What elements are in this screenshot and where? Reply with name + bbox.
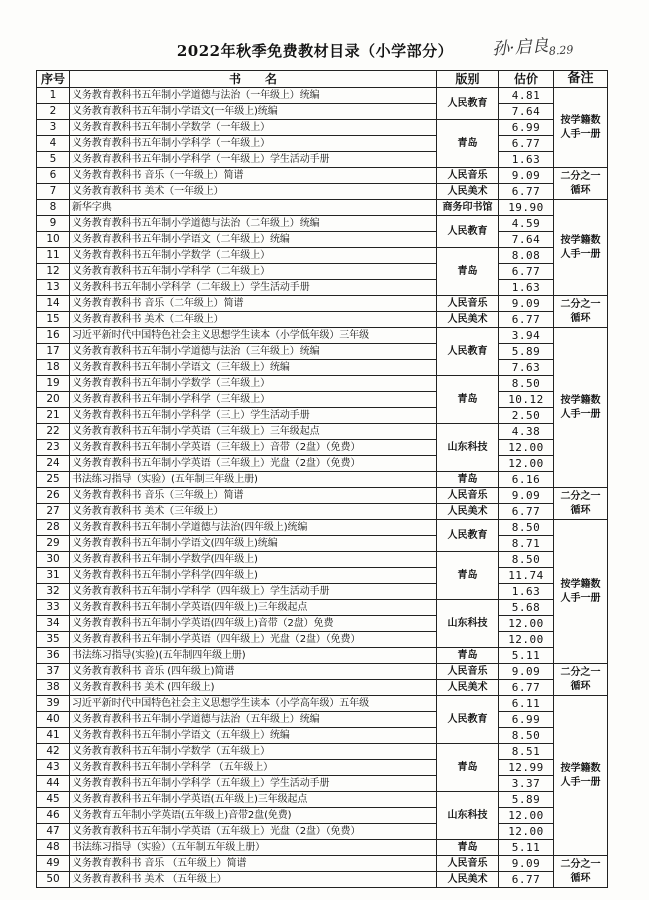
row-book-name: 义务教育教科书 美术 （五年级上） (70, 872, 437, 888)
row-publisher: 人民音乐 (437, 488, 499, 504)
row-price: 6.77 (499, 312, 554, 328)
row-price: 4.81 (499, 88, 554, 104)
row-book-name: 义务教育教科书五年制小学科学（二年级上） (70, 264, 437, 280)
row-publisher: 青岛 (437, 840, 499, 856)
row-book-name: 义务教育教科书五年制小学英语（三年级上）三年级起点 (70, 424, 437, 440)
table-row (37, 88, 608, 104)
row-book-name: 习近平新时代中国特色社会主义思想学生读本（小学低年级）三年级 (70, 328, 437, 344)
table-row (37, 760, 608, 776)
row-book-name: 义务教育教科书五年制小学语文（五年级上）统编 (70, 728, 437, 744)
table-row (37, 536, 608, 552)
row-seq: 42 (37, 744, 70, 760)
table-row (37, 856, 608, 872)
table-row (37, 392, 608, 408)
row-book-name: 义务教育教科书五年制小学科学（三上）学生活动手册 (70, 408, 437, 424)
table-row (37, 344, 608, 360)
table-row (37, 488, 608, 504)
signature-date: 8.29 (548, 43, 574, 58)
table-row (37, 872, 608, 888)
row-publisher: 人民美术 (437, 504, 499, 520)
row-book-name: 义务教育教科书五年制小学英语（五年级上）光盘（2盘）（免费） (70, 824, 437, 840)
table-row (37, 184, 608, 200)
row-book-name: 习近平新时代中国特色社会主义思想学生读本（小学高年级）五年级 (70, 696, 437, 712)
row-seq: 17 (37, 344, 70, 360)
row-seq: 3 (37, 120, 70, 136)
table-row (37, 616, 608, 632)
row-publisher: 青岛 (437, 744, 499, 792)
row-publisher: 人民教育 (437, 216, 499, 248)
row-seq: 50 (37, 872, 70, 888)
row-seq: 5 (37, 152, 70, 168)
table-row (37, 120, 608, 136)
row-note: 二分之一循环 (554, 296, 608, 328)
row-book-name: 义务教育教科书五年制小学科学（一年级上） (70, 136, 437, 152)
row-seq: 38 (37, 680, 70, 696)
table-row (37, 840, 608, 856)
header-note: 备注 (554, 71, 608, 88)
row-price: 19.90 (499, 200, 554, 216)
row-price: 12.00 (499, 616, 554, 632)
table-row (37, 216, 608, 232)
row-price: 4.38 (499, 424, 554, 440)
row-price: 8.71 (499, 536, 554, 552)
row-seq: 45 (37, 792, 70, 808)
row-seq: 40 (37, 712, 70, 728)
row-price: 7.64 (499, 232, 554, 248)
row-publisher: 商务印书馆 (437, 200, 499, 216)
row-publisher: 青岛 (437, 248, 499, 296)
row-book-name: 义务教育教科书五年制小学数学（五年级上） (70, 744, 437, 760)
row-book-name: 义务教育教科书 美术 (四年级上) (70, 680, 437, 696)
row-seq: 8 (37, 200, 70, 216)
row-price: 9.09 (499, 296, 554, 312)
row-price: 1.63 (499, 152, 554, 168)
table-row (37, 504, 608, 520)
row-seq: 10 (37, 232, 70, 248)
row-price: 6.77 (499, 872, 554, 888)
row-book-name: 义务教育教科书五年制小学数学(四年级上) (70, 552, 437, 568)
row-price: 12.00 (499, 440, 554, 456)
table-row (37, 632, 608, 648)
row-price: 12.00 (499, 808, 554, 824)
table-row (37, 280, 608, 296)
row-book-name: 义务教育教科书 美术（二年级上） (70, 312, 437, 328)
row-seq: 13 (37, 280, 70, 296)
row-price: 6.77 (499, 680, 554, 696)
row-book-name: 书法练习指导(实验)(五年制四年级上册) (70, 648, 437, 664)
row-seq: 25 (37, 472, 70, 488)
row-book-name: 义务教育教科书五年制小学科学（三年级上） (70, 392, 437, 408)
row-publisher: 人民音乐 (437, 296, 499, 312)
row-book-name: 义务教育教科书 音乐（二年级上）简谱 (70, 296, 437, 312)
row-book-name: 义务教育教科书 美术（三年级上） (70, 504, 437, 520)
row-book-name: 义务教育教科书五年制小学语文（二年级上）统编 (70, 232, 437, 248)
table-row (37, 440, 608, 456)
row-price: 4.59 (499, 216, 554, 232)
row-publisher: 青岛 (437, 472, 499, 488)
row-book-name: 义务教育教科书 音乐（一年级上）简谱 (70, 168, 437, 184)
header-publisher: 版别 (437, 71, 499, 88)
table-row (37, 152, 608, 168)
table-row (37, 424, 608, 440)
row-seq: 28 (37, 520, 70, 536)
row-publisher: 山东科技 (437, 424, 499, 472)
row-seq: 24 (37, 456, 70, 472)
row-price: 9.09 (499, 168, 554, 184)
table-row (37, 104, 608, 120)
row-note: 二分之一循环 (554, 488, 608, 520)
row-book-name: 义务教育教科书五年制小学数学（二年级上） (70, 248, 437, 264)
row-seq: 26 (37, 488, 70, 504)
row-seq: 37 (37, 664, 70, 680)
table-row (37, 600, 608, 616)
row-book-name: 义务教育教科书五年制小学道德与法治（五年级上）统编 (70, 712, 437, 728)
row-price: 7.63 (499, 360, 554, 376)
row-price: 8.51 (499, 744, 554, 760)
row-seq: 9 (37, 216, 70, 232)
row-book-name: 义务教育五年制小学英语(五年级上)音带2盘(免费) (70, 808, 437, 824)
row-price: 9.09 (499, 856, 554, 872)
row-publisher: 山东科技 (437, 600, 499, 648)
row-book-name: 义务教育教科书五年制小学英语（三年级上）光盘（2盘）（免费） (70, 456, 437, 472)
row-book-name: 义务教育教科书五年制小学科学（五年级上）学生活动手册 (70, 776, 437, 792)
table-row (37, 728, 608, 744)
row-seq: 44 (37, 776, 70, 792)
table-row (37, 824, 608, 840)
table-row (37, 568, 608, 584)
row-publisher: 人民教育 (437, 696, 499, 744)
row-price: 6.99 (499, 712, 554, 728)
row-price: 12.00 (499, 456, 554, 472)
row-seq: 21 (37, 408, 70, 424)
row-price: 8.50 (499, 376, 554, 392)
row-seq: 4 (37, 136, 70, 152)
table-row (37, 360, 608, 376)
row-publisher: 人民美术 (437, 312, 499, 328)
table-row (37, 248, 608, 264)
row-price: 1.63 (499, 584, 554, 600)
row-seq: 30 (37, 552, 70, 568)
row-price: 8.50 (499, 728, 554, 744)
row-seq: 20 (37, 392, 70, 408)
row-seq: 11 (37, 248, 70, 264)
row-publisher: 青岛 (437, 648, 499, 664)
row-seq: 18 (37, 360, 70, 376)
row-publisher: 青岛 (437, 552, 499, 600)
row-price: 8.50 (499, 520, 554, 536)
row-book-name: 义务教育教科书五年制小学科学 （五年级上） (70, 760, 437, 776)
table-row (37, 552, 608, 568)
row-price: 7.64 (499, 104, 554, 120)
row-book-name: 义务教育教科书五年制小学语文（三年级上）统编 (70, 360, 437, 376)
row-price: 2.50 (499, 408, 554, 424)
row-book-name: 义务教育教科书五年制小学道德与法治（一年级上）统编 (70, 88, 437, 104)
textbook-table (36, 70, 608, 888)
handwritten-signature (491, 29, 573, 60)
table-row (37, 744, 608, 760)
row-price: 10.12 (499, 392, 554, 408)
row-seq: 6 (37, 168, 70, 184)
row-book-name: 义务教育教科书 音乐 (四年级上)简谱 (70, 664, 437, 680)
row-publisher: 山东科技 (437, 792, 499, 840)
row-price: 6.11 (499, 696, 554, 712)
row-book-name: 义务教科书五年制小学科学（二年级上）学生活动手册 (70, 280, 437, 296)
row-book-name: 书法练习指导（实验）（五年制五年级上册） (70, 840, 437, 856)
row-seq: 49 (37, 856, 70, 872)
row-seq: 43 (37, 760, 70, 776)
row-book-name: 义务教育教科书五年制小学科学(四年级上) (70, 568, 437, 584)
table-row (37, 200, 608, 216)
row-price: 5.89 (499, 792, 554, 808)
row-note: 按学籍数人手一册 (554, 200, 608, 296)
row-seq: 47 (37, 824, 70, 840)
table-row (37, 232, 608, 248)
row-book-name: 义务教育教科书五年制小学语文(四年级上)统编 (70, 536, 437, 552)
table-row (37, 808, 608, 824)
row-book-name: 新华字典 (70, 200, 437, 216)
row-price: 12.99 (499, 760, 554, 776)
row-seq: 19 (37, 376, 70, 392)
row-seq: 23 (37, 440, 70, 456)
table-row (37, 136, 608, 152)
row-price: 6.77 (499, 504, 554, 520)
signature-name: 孙·启良 (491, 35, 550, 60)
row-note: 按学籍数人手一册 (554, 520, 608, 664)
row-price: 9.09 (499, 664, 554, 680)
table-row (37, 792, 608, 808)
row-note: 二分之一循环 (554, 856, 608, 888)
table-row (37, 696, 608, 712)
row-price: 3.94 (499, 328, 554, 344)
table-row (37, 472, 608, 488)
page-title: 2022年秋季免费教材目录（小学部分） (176, 42, 454, 60)
table-row (37, 296, 608, 312)
row-book-name: 义务教育教科书五年制小学数学（一年级上） (70, 120, 437, 136)
row-book-name: 义务教育教科书五年制小学道德与法治(四年级上)统编 (70, 520, 437, 536)
table-row (37, 584, 608, 600)
row-publisher: 人民美术 (437, 680, 499, 696)
row-seq: 39 (37, 696, 70, 712)
table-row (37, 456, 608, 472)
row-publisher: 人民教育 (437, 328, 499, 376)
row-book-name: 书法练习指导（实验）(五年制三年级上册) (70, 472, 437, 488)
row-seq: 33 (37, 600, 70, 616)
row-seq: 29 (37, 536, 70, 552)
row-price: 5.11 (499, 648, 554, 664)
table-row (37, 648, 608, 664)
table-row (37, 664, 608, 680)
row-note: 按学籍数人手一册 (554, 328, 608, 488)
row-price: 8.50 (499, 552, 554, 568)
row-publisher: 青岛 (437, 120, 499, 168)
row-seq: 22 (37, 424, 70, 440)
table-row (37, 328, 608, 344)
table-row (37, 520, 608, 536)
row-book-name: 义务教育教科书五年制小学语文(一年级上)统编 (70, 104, 437, 120)
row-seq: 41 (37, 728, 70, 744)
row-price: 12.00 (499, 632, 554, 648)
row-price: 1.63 (499, 280, 554, 296)
row-seq: 48 (37, 840, 70, 856)
row-seq: 7 (37, 184, 70, 200)
row-price: 5.89 (499, 344, 554, 360)
row-price: 6.77 (499, 136, 554, 152)
table-row (37, 408, 608, 424)
row-price: 6.16 (499, 472, 554, 488)
row-publisher: 人民音乐 (437, 664, 499, 680)
row-publisher: 人民美术 (437, 872, 499, 888)
row-note: 二分之一循环 (554, 168, 608, 200)
row-book-name: 义务教育教科书五年制小学英语（四年级上）光盘（2盘）（免费） (70, 632, 437, 648)
row-book-name: 义务教育教科书五年制小学道德与法治（二年级上）统编 (70, 216, 437, 232)
row-seq: 16 (37, 328, 70, 344)
row-book-name: 义务教育教科书五年制小学数学（三年级上） (70, 376, 437, 392)
row-price: 9.09 (499, 488, 554, 504)
row-book-name: 义务教育教科书 美术（一年级上） (70, 184, 437, 200)
table-row (37, 712, 608, 728)
row-book-name: 义务教育教科书五年制小学科学（四年级上）学生活动手册 (70, 584, 437, 600)
row-publisher: 青岛 (437, 376, 499, 424)
row-book-name: 义务教育教科书五年制小学英语（三年级上）音带（2盘）（免费） (70, 440, 437, 456)
row-publisher: 人民教育 (437, 520, 499, 552)
row-book-name: 义务教育教科书五年制小学科学（一年级上）学生活动手册 (70, 152, 437, 168)
table-row (37, 376, 608, 392)
row-seq: 31 (37, 568, 70, 584)
row-price: 5.11 (499, 840, 554, 856)
table-row (37, 680, 608, 696)
row-publisher: 人民教育 (437, 88, 499, 120)
row-seq: 14 (37, 296, 70, 312)
row-price: 6.99 (499, 120, 554, 136)
row-publisher: 人民音乐 (437, 168, 499, 184)
row-price: 6.77 (499, 184, 554, 200)
row-publisher: 人民音乐 (437, 856, 499, 872)
row-book-name: 义务教育教科书五年制小学道德与法治（三年级上）统编 (70, 344, 437, 360)
row-book-name: 义务教育教科书 音乐（三年级上）简谱 (70, 488, 437, 504)
row-seq: 1 (37, 88, 70, 104)
row-seq: 35 (37, 632, 70, 648)
row-publisher: 人民美术 (437, 184, 499, 200)
row-book-name: 义务教育教科书 音乐 （五年级上）简谱 (70, 856, 437, 872)
row-seq: 12 (37, 264, 70, 280)
row-seq: 46 (37, 808, 70, 824)
header-price: 估价 (499, 71, 554, 88)
row-price: 3.37 (499, 776, 554, 792)
header-seq: 序号 (37, 71, 70, 88)
row-seq: 27 (37, 504, 70, 520)
row-price: 11.74 (499, 568, 554, 584)
row-seq: 2 (37, 104, 70, 120)
row-price: 5.68 (499, 600, 554, 616)
row-book-name: 义务教育教科书五年制小学英语(五年级上)三年级起点 (70, 792, 437, 808)
row-book-name: 义务教育教科书五年制小学英语(四年级上)音带（2盘）免费 (70, 616, 437, 632)
row-book-name: 义务教育教科书五年制小学英语(四年级上)三年级起点 (70, 600, 437, 616)
row-price: 8.08 (499, 248, 554, 264)
table-row (37, 312, 608, 328)
table-row (37, 168, 608, 184)
row-note: 二分之一循环 (554, 664, 608, 696)
row-seq: 32 (37, 584, 70, 600)
row-seq: 36 (37, 648, 70, 664)
row-price: 12.00 (499, 824, 554, 840)
row-seq: 34 (37, 616, 70, 632)
table-body (37, 88, 608, 888)
row-note: 按学籍数人手一册 (554, 88, 608, 168)
table-row (37, 264, 608, 280)
header-name: 书 名 (70, 71, 437, 88)
table-row (37, 776, 608, 792)
row-note: 按学籍数人手一册 (554, 696, 608, 856)
row-seq: 15 (37, 312, 70, 328)
row-price: 6.77 (499, 264, 554, 280)
table-header-row (37, 71, 608, 88)
